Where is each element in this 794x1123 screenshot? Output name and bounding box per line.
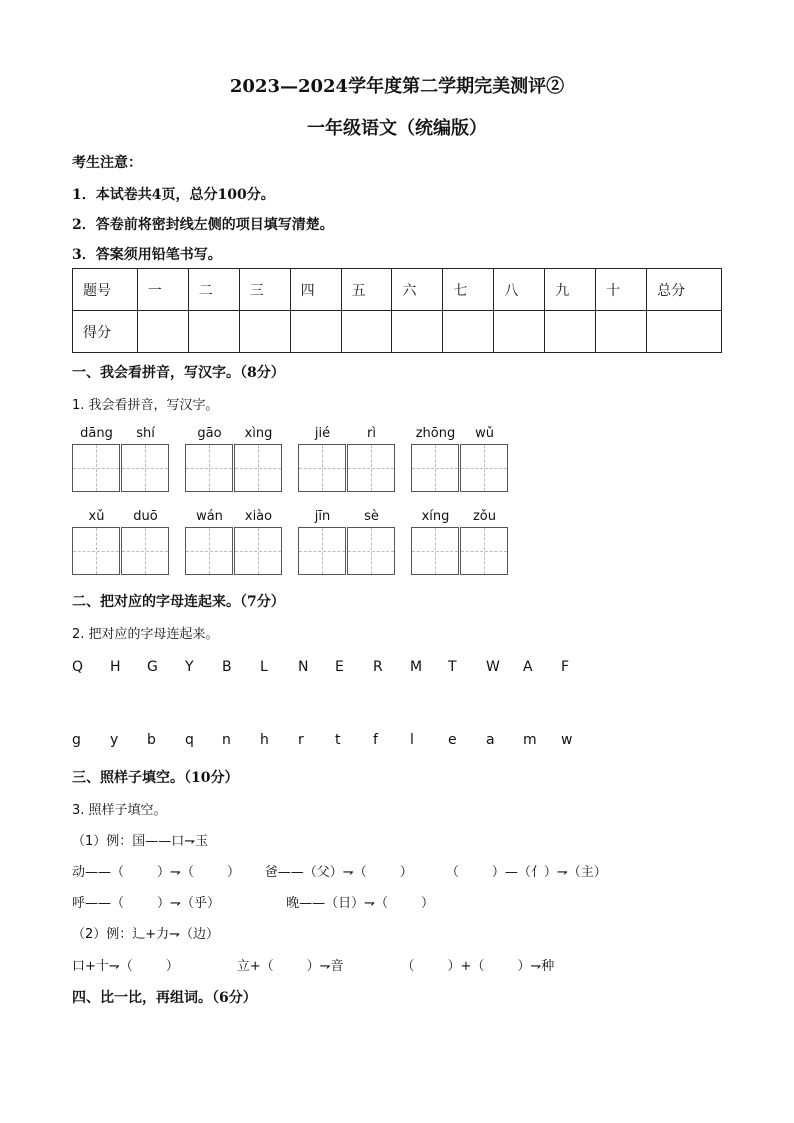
lowercase-letter[interactable]: w (561, 732, 573, 748)
writing-box[interactable] (72, 444, 120, 492)
lowercase-letter[interactable]: a (486, 732, 495, 748)
uppercase-letter[interactable]: T (448, 659, 457, 675)
score-cell[interactable] (341, 311, 392, 353)
writing-box[interactable] (347, 527, 395, 575)
score-cell[interactable] (443, 311, 494, 353)
writing-box[interactable] (347, 444, 395, 492)
writing-box[interactable] (411, 444, 459, 492)
pinyin-label: zhōng (415, 426, 456, 441)
writing-box[interactable] (234, 444, 282, 492)
section-heading: 一、我会看拼音，写汉字。（8分） (72, 365, 285, 381)
uppercase-letter[interactable]: G (147, 659, 158, 675)
pinyin-label: jīn (314, 509, 331, 524)
table-header-cell: 十 (596, 269, 647, 311)
table-header-cell: 题号 (73, 269, 138, 311)
pinyin-label: xiào (244, 509, 273, 524)
pinyin-label: shí (136, 426, 155, 441)
pinyin-label: duō (133, 509, 158, 524)
uppercase-letter[interactable]: E (335, 659, 344, 675)
lowercase-letter[interactable]: e (448, 732, 457, 748)
uppercase-letter[interactable]: A (523, 659, 533, 675)
lowercase-letter[interactable]: b (147, 732, 156, 748)
pinyin-label: zǒu (472, 509, 497, 524)
note-item: 2．答卷前将密封线左侧的项目填写清楚。 (72, 217, 334, 233)
exam-title: 2023—2024学年度第二学期完美测评② (229, 76, 565, 97)
writing-box[interactable] (298, 444, 346, 492)
table-header-cell: 三 (239, 269, 290, 311)
table-row-label: 得分 (73, 311, 138, 353)
score-table-score-row (73, 311, 722, 353)
score-cell[interactable] (596, 311, 647, 353)
table-header-cell: 八 (494, 269, 545, 311)
score-cell[interactable] (545, 311, 596, 353)
writing-box[interactable] (185, 527, 233, 575)
fill-line[interactable]: 口+十⇁（ ） 立+（ ）⇁音 （ ）+（ ）⇁种 (72, 959, 555, 974)
score-cell[interactable] (647, 311, 722, 353)
score-table-header-row (73, 269, 722, 311)
pinyin-label: wán (196, 509, 223, 524)
writing-box[interactable] (298, 527, 346, 575)
uppercase-letter[interactable]: M (410, 659, 423, 675)
pinyin-label: xíng (421, 509, 450, 524)
notes-heading: 考生注意： (72, 155, 142, 171)
lowercase-letter[interactable]: h (260, 732, 269, 748)
question-prompt: 1. 我会看拼音，写汉字。 (72, 398, 219, 413)
writing-box[interactable] (185, 444, 233, 492)
lowercase-letter[interactable]: g (72, 732, 81, 748)
exam-subtitle: 一年级语文（统编版） (307, 118, 487, 139)
writing-box[interactable] (460, 527, 508, 575)
pinyin-label: xìng (244, 426, 273, 441)
lowercase-letter[interactable]: t (335, 732, 341, 748)
score-cell[interactable] (494, 311, 545, 353)
lowercase-letter[interactable]: l (410, 732, 414, 748)
pinyin-label: xǔ (88, 509, 105, 524)
uppercase-letter[interactable]: Y (185, 659, 194, 675)
note-item: 3．答案须用铅笔书写。 (72, 247, 222, 263)
score-cell[interactable] (137, 311, 188, 353)
writing-box[interactable] (121, 444, 169, 492)
question-prompt: 2. 把对应的字母连起来。 (72, 627, 219, 642)
section-heading: 四、比一比，再组词。（6分） (72, 990, 257, 1006)
table-header-cell: 二 (188, 269, 239, 311)
pinyin-label: gāo (197, 426, 222, 441)
fill-line[interactable]: 呼——（ ）⇁（乎） 晚——（日）⇁（ ） (72, 896, 435, 911)
uppercase-letter[interactable]: N (298, 659, 309, 675)
uppercase-letter[interactable]: Q (72, 659, 84, 675)
writing-box[interactable] (121, 527, 169, 575)
lowercase-letter[interactable]: n (222, 732, 231, 748)
pinyin-label: sè (364, 509, 379, 524)
table-header-cell: 九 (545, 269, 596, 311)
table-header-cell: 总分 (647, 269, 722, 311)
pinyin-label: wǔ (475, 426, 494, 441)
score-cell[interactable] (290, 311, 341, 353)
uppercase-letter[interactable]: B (222, 659, 232, 675)
example-line: （2）例：辶+力⇁（边） (72, 927, 220, 942)
section-heading: 二、把对应的字母连起来。（7分） (72, 594, 285, 610)
lowercase-letter[interactable]: r (298, 732, 304, 748)
section-heading: 三、照样子填空。（10分） (72, 770, 239, 786)
score-cell[interactable] (392, 311, 443, 353)
writing-box[interactable] (72, 527, 120, 575)
uppercase-letter[interactable]: R (373, 659, 383, 675)
table-header-cell: 四 (290, 269, 341, 311)
uppercase-letter[interactable]: L (260, 659, 268, 675)
writing-box[interactable] (234, 527, 282, 575)
pinyin-label: dāng (80, 426, 113, 441)
table-header-cell: 六 (392, 269, 443, 311)
note-item: 1．本试卷共4页，总分100分。 (72, 187, 275, 203)
score-cell[interactable] (188, 311, 239, 353)
score-table (72, 268, 722, 353)
question-prompt: 3. 照样子填空。 (72, 803, 167, 818)
example-line: （1）例：国——口⇁玉 (72, 834, 209, 849)
pinyin-label: jié (314, 426, 331, 441)
table-header-cell: 五 (341, 269, 392, 311)
uppercase-letter[interactable]: W (486, 659, 500, 675)
score-cell[interactable] (239, 311, 290, 353)
fill-line[interactable]: 动——（ ）⇁（ ） 爸——（父）⇁（ ） （ ）—（亻）⇁（主） (72, 865, 607, 880)
table-header-cell: 七 (443, 269, 494, 311)
lowercase-letter[interactable]: q (185, 732, 194, 748)
uppercase-letter[interactable]: H (110, 659, 121, 675)
uppercase-letter[interactable]: F (561, 659, 570, 675)
lowercase-letter[interactable]: m (523, 732, 537, 748)
writing-box[interactable] (460, 444, 508, 492)
pinyin-label: rì (367, 426, 376, 441)
table-header-cell: 一 (137, 269, 188, 311)
lowercase-letter[interactable]: f (373, 732, 378, 748)
writing-box[interactable] (411, 527, 459, 575)
lowercase-letter[interactable]: y (110, 732, 119, 748)
